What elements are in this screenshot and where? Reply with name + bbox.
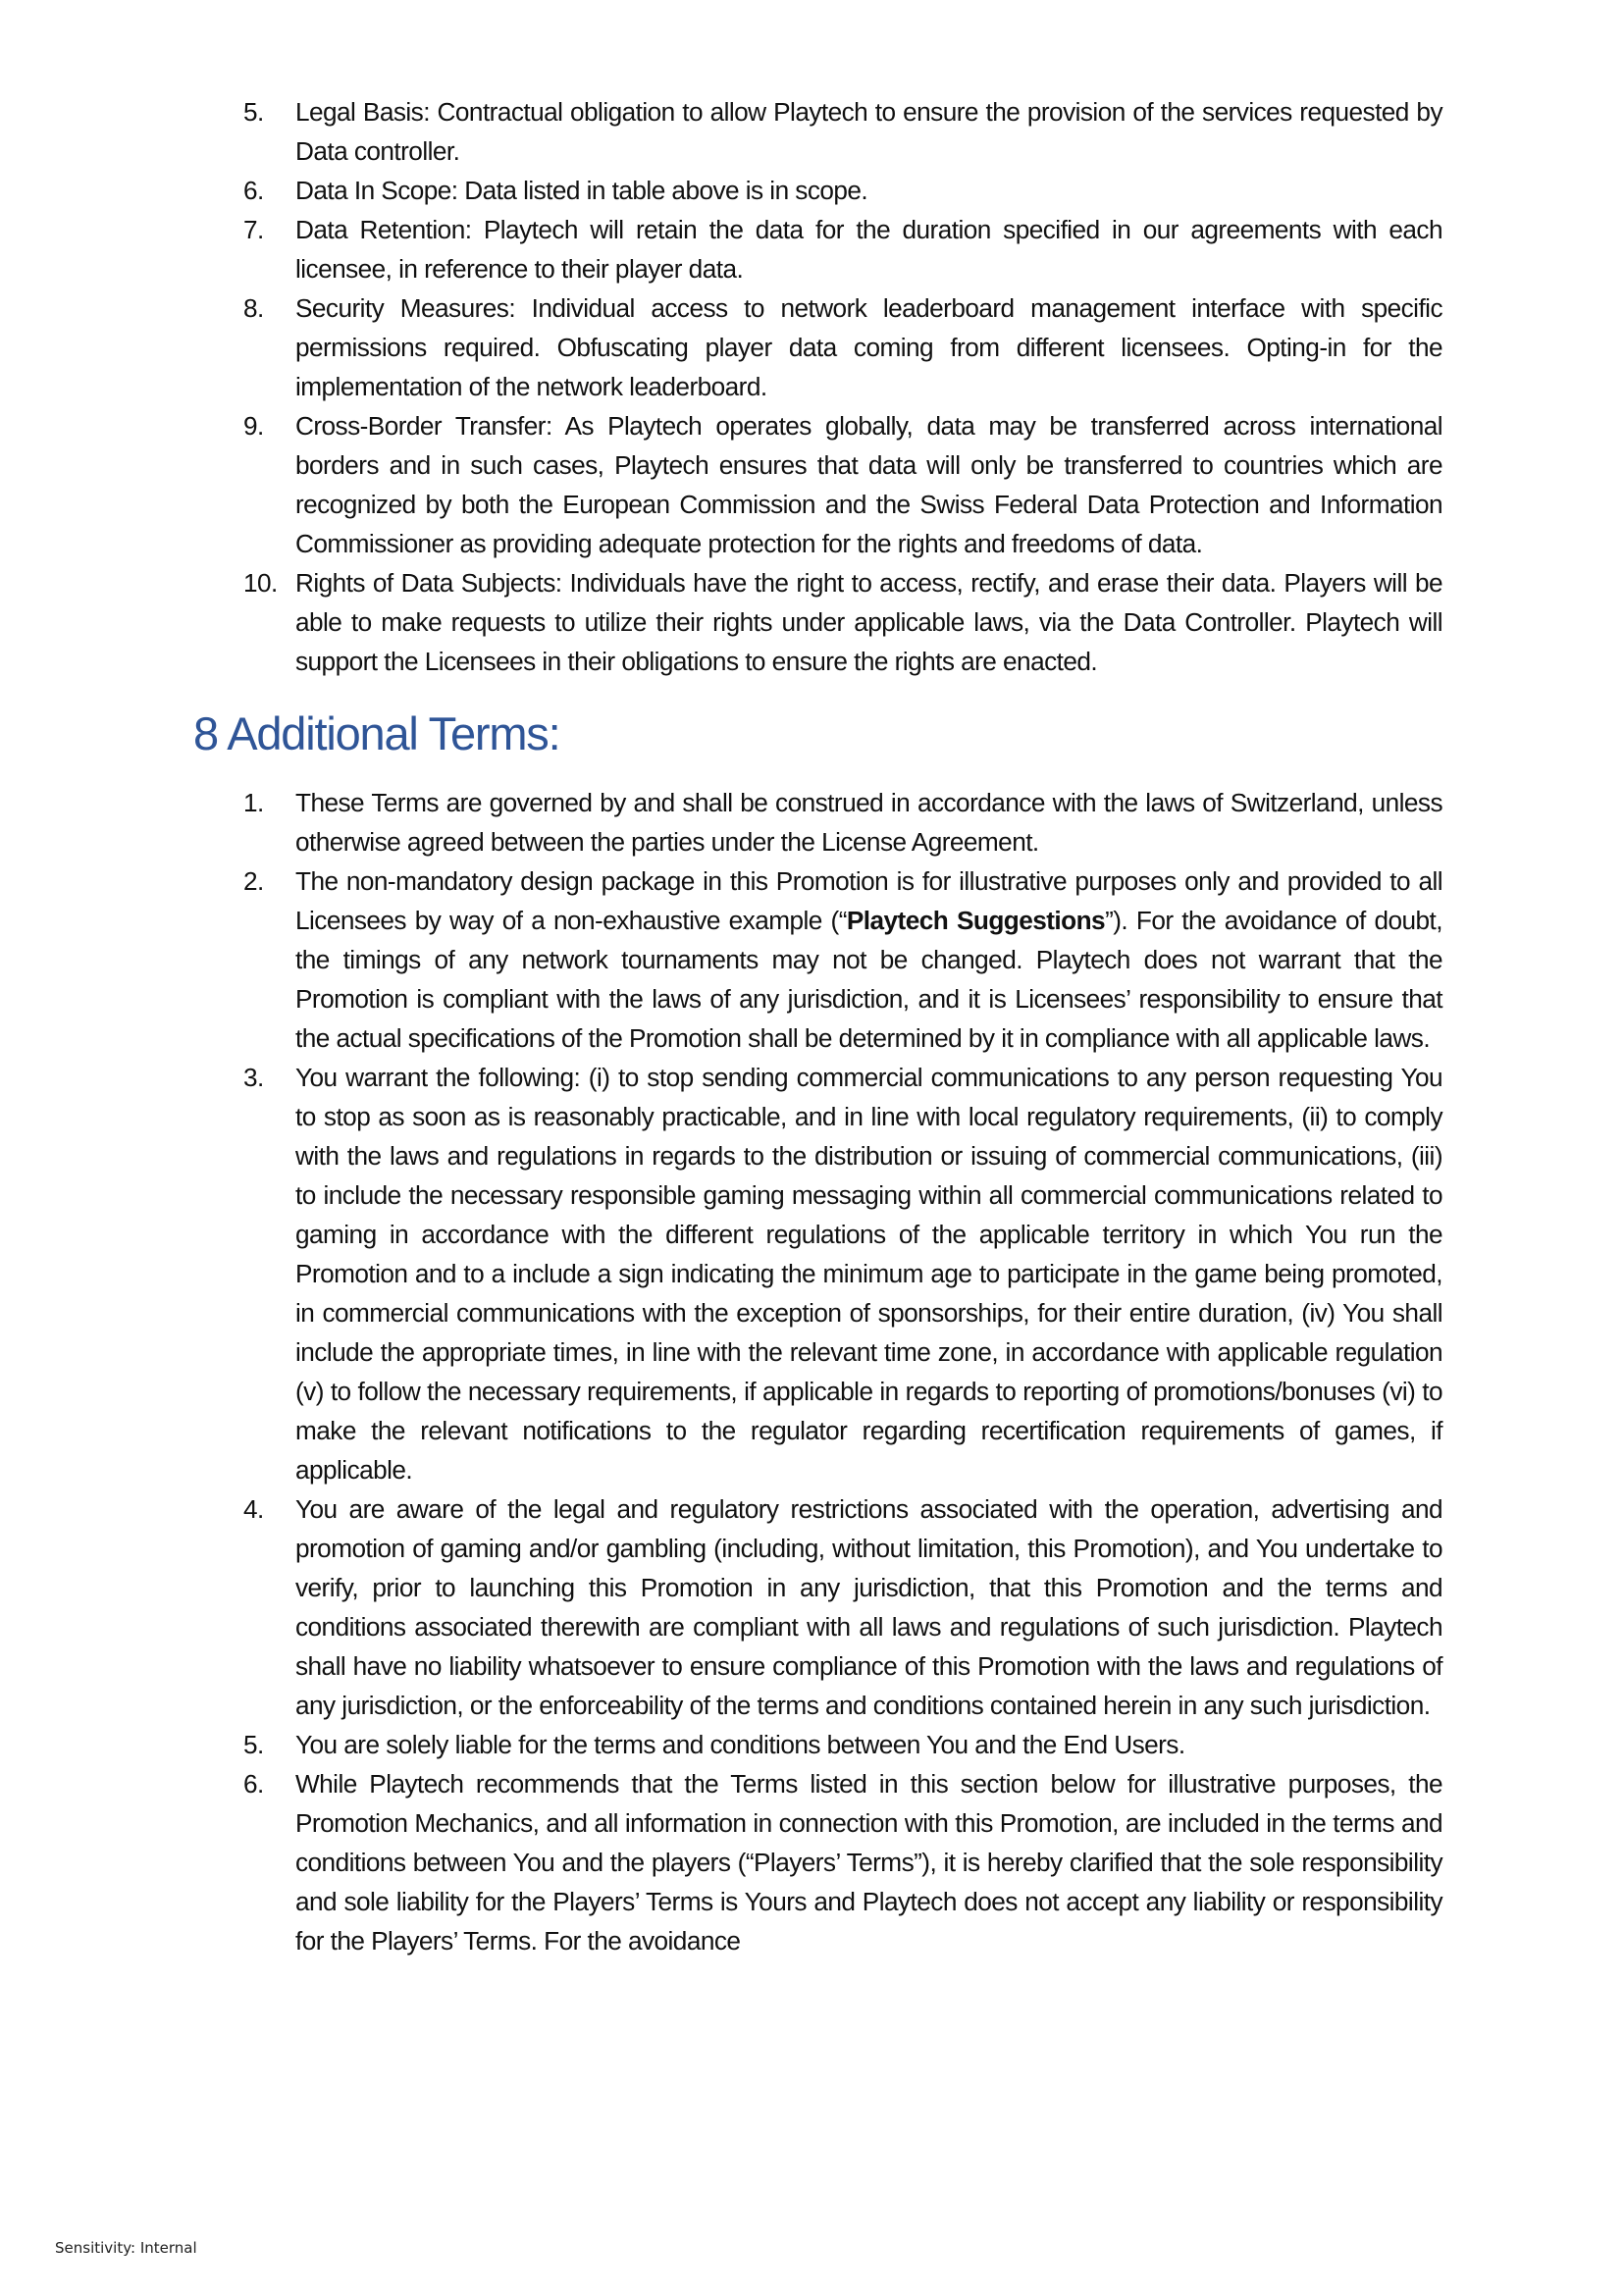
list-item-number: 6. xyxy=(243,176,264,205)
list-item-number: 9. xyxy=(243,411,264,441)
list-item-text: While Playtech recommends that the Terms listed in this section below for illustrative purposes, the Promotion Mechanics, and all information in connection with this Promotion, are included in the terms and conditions between You and the players (“Players’ Terms”), it is hereby clarified that the sole responsibility and sole liability for the Players’ Terms is Yours and Playtech does not accept any liability or responsibility for the Players’ Terms. For the avoidance xyxy=(295,1769,1442,1956)
list-item-text: Cross-Border Transfer: As Playtech operates globally, data may be transferred across international borders and in such cases, Playtech ensures that data will only be transferred to countries which are recognized by both the European Commission and the Swiss Federal Data Protection and Information Commissioner as providing adequate protection for the rights and freedoms of data. xyxy=(295,411,1442,558)
list-item-number: 1. xyxy=(243,788,264,817)
list-item-number: 5. xyxy=(243,1730,264,1759)
list-item xyxy=(196,92,1442,171)
list-item-number: 8. xyxy=(243,293,264,323)
list-item-number: 10. xyxy=(243,568,278,598)
list-item-number: 4. xyxy=(243,1494,264,1524)
list-item xyxy=(196,783,1442,861)
list-item-text: You are aware of the legal and regulatory restrictions associated with the operation, advertising and promotion of gaming and/or gambling (including, without limitation, this Promotion), and You undertake to verify, prior to launching this Promotion in any jurisdiction, that this Promotion and the terms and conditions associated therewith are compliant with all laws and regulations of such jurisdiction. Playtech shall have no liability whatsoever to ensure compliance of this Promotion with the laws and regulations of any jurisdiction, or the enforceability of the terms and conditions contained herein in any such jurisdiction. xyxy=(295,1494,1442,1720)
section-heading: 8 Additional Terms: xyxy=(193,707,560,759)
list-item xyxy=(196,406,1442,563)
list-item xyxy=(196,1764,1442,1960)
list-item xyxy=(196,1058,1442,1489)
list-item-text: Data In Scope: Data listed in table above is in scope. xyxy=(295,176,868,205)
page-content xyxy=(193,92,1442,1960)
defined-term-bold: Playtech Suggestions xyxy=(846,906,1106,935)
list-item xyxy=(196,288,1442,406)
list-item-number: 6. xyxy=(243,1769,264,1799)
list-item-number: 2. xyxy=(243,866,264,896)
list-item xyxy=(196,210,1442,288)
list-item-text: Security Measures: Individual access to network leaderboard management interface with specific permissions required. Obfuscating player data coming from different licensees. Opting-in for the implementation of the network leaderboard. xyxy=(295,293,1442,401)
list-item-text: These Terms are governed by and shall be construed in accordance with the laws of Switzerland, unless otherwise agreed between the parties under the License Agreement. xyxy=(295,788,1442,857)
list-item-number: 3. xyxy=(243,1063,264,1092)
additional-terms-list xyxy=(196,783,1442,1960)
list-item xyxy=(196,1725,1442,1764)
list-item-number: 5. xyxy=(243,97,264,127)
list-item-text: Data Retention: Playtech will retain the data for the duration specified in our agreements with each licensee, in reference to their player data. xyxy=(295,215,1442,284)
list-item xyxy=(196,1489,1442,1725)
list-item-number: 7. xyxy=(243,215,264,244)
list-item xyxy=(196,171,1442,210)
list-item-text: You are solely liable for the terms and conditions between You and the End Users. xyxy=(295,1730,1185,1759)
sensitivity-label: Sensitivity: Internal xyxy=(55,2239,197,2257)
list-item xyxy=(196,563,1442,681)
list-item-text: You warrant the following: (i) to stop sending commercial communications to any person requesting You to stop as soon as is reasonably practicable, and in line with local regulatory requirements, (ii) to comply with the laws and regulations in regards to the distribution or issuing of commercial communications, (iii) to include the necessary responsible gaming messaging within all commercial communications related to gaming in accordance with the different regulations of the applicable territory in which You run the Promotion and to a include a sign indicating the minimum age to participate in the game being promoted, in commercial communications with the exception of sponsorships, for their entire duration, (iv) You shall include the appropriate times, in line with the relevant time zone, in accordance with applicable regulation (v) to follow the necessary requirements, if applicable in regards to reporting of promotions/bonuses (vi) to make the relevant notifications to the regulator regarding recertification requirements of games, if applicable. xyxy=(295,1063,1442,1485)
list-item-text-after: ”). For the avoidance of doubt, the timings of any network tournaments may not be changed. Playtech does not warrant that the Promotion is compliant with the laws of any jurisdiction, and it is Licensees’ responsibility to ensure that the actual specifications of the Promotion shall be determined by it in compliance with all applicable laws. xyxy=(295,906,1442,1053)
list-item xyxy=(196,861,1442,1058)
list-item-text: Rights of Data Subjects: Individuals have the right to access, rectify, and erase their data. Players will be able to make requests to utilize their rights under applicable laws, via the Data Controller. Playtech will support the Licensees in their obligations to ensure the rights are enacted. xyxy=(295,568,1442,676)
continued-numbered-list xyxy=(196,92,1442,681)
list-item-text-before: The non-mandatory design package in this Promotion is for illustrative purposes only and provided to all Licensees by way of a non-exhaustive example (“ xyxy=(295,866,1442,935)
list-item-text: Legal Basis: Contractual obligation to allow Playtech to ensure the provision of the services requested by Data controller. xyxy=(295,97,1442,166)
